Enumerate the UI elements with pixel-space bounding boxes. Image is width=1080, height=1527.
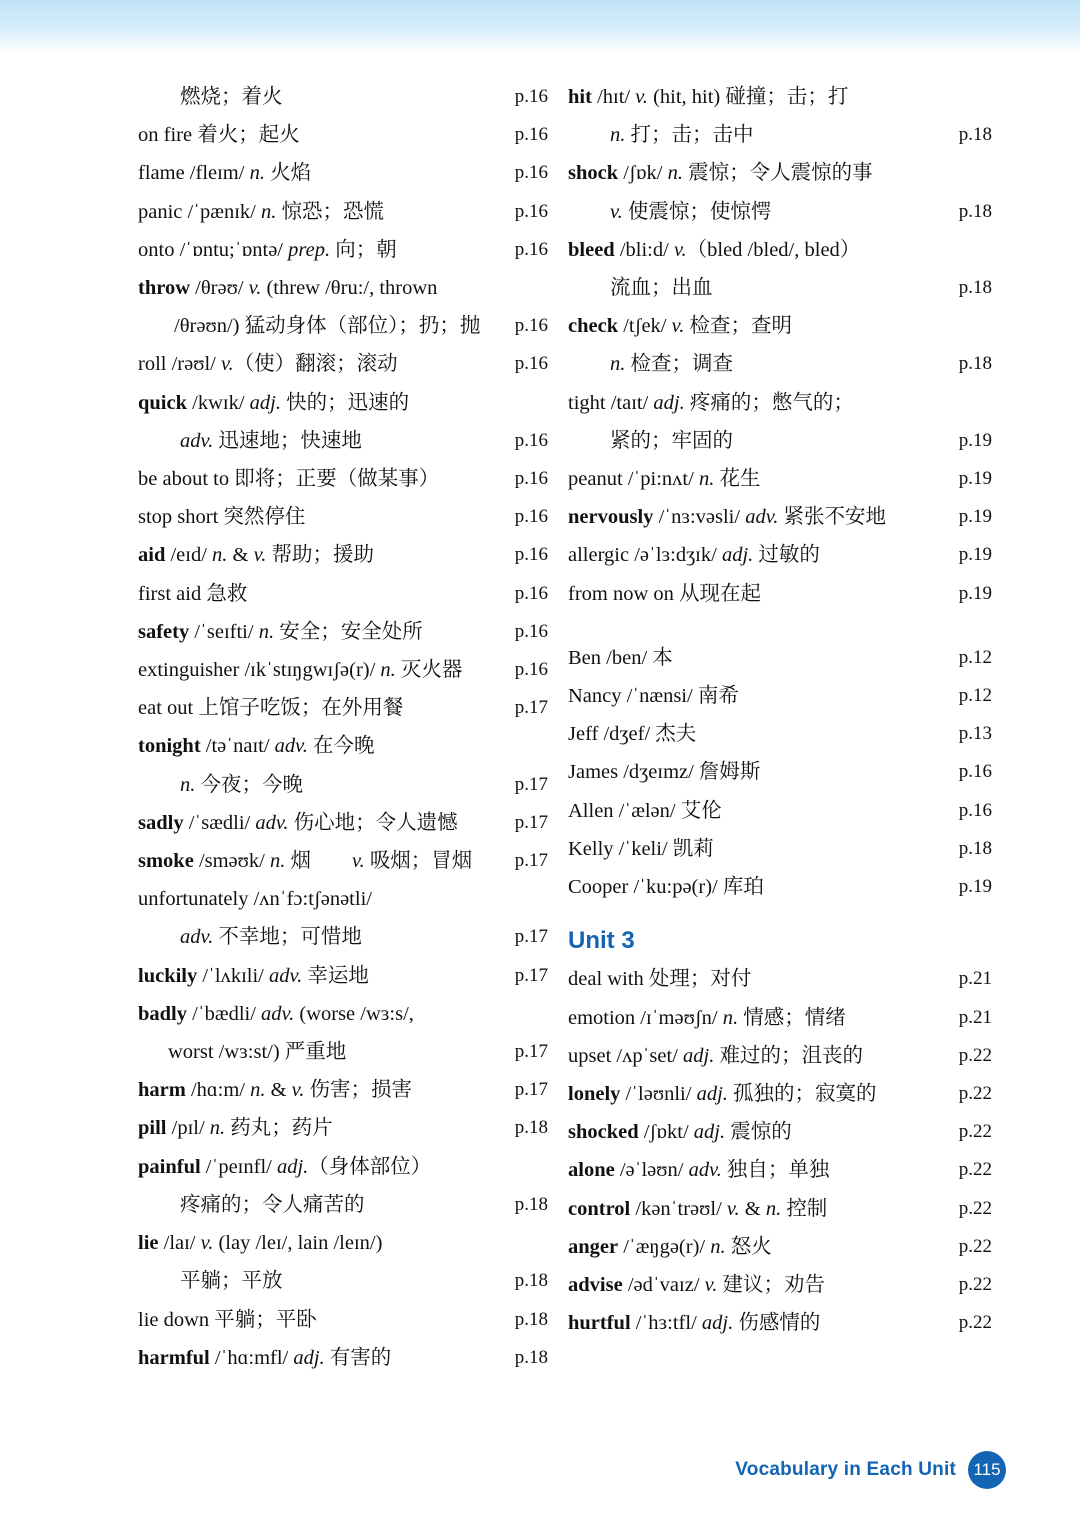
vocabulary-entry-page-ref: p.16 xyxy=(514,620,548,642)
vocabulary-entry-text: hit /hɪt/ v. (hit, hit) 碰撞；击；打 xyxy=(568,86,849,108)
vocabulary-entry xyxy=(138,575,558,613)
vocabulary-entry-text: control /kənˈtrəʊl/ v. & n. 控制 xyxy=(568,1197,828,1220)
vocabulary-entry-text: Nancy /ˈnænsi/ 南希 xyxy=(568,685,739,708)
vocabulary-entry-page-ref: p.16 xyxy=(514,162,548,184)
vocabulary-entry xyxy=(138,269,558,307)
vocabulary-entry xyxy=(568,639,998,677)
vocabulary-entry-text: onto /ˈɒntu;ˈɒntə/ prep. 向；朝 xyxy=(138,238,397,261)
vocabulary-entry-text: Kelly /ˈkeli/ 凯莉 xyxy=(568,837,714,860)
vocabulary-entry-text: anger /ˈæŋgə(r)/ n. 怒火 xyxy=(568,1235,772,1258)
vocabulary-entry-page-ref: p.22 xyxy=(958,1044,992,1066)
vocabulary-entry-text: extinguisher /ɪkˈstɪŋgwɪʃə(r)/ n. 灭火器 xyxy=(138,659,463,682)
vocabulary-entry-page-ref: p.12 xyxy=(958,685,992,707)
vocabulary-entry-text: 紧的；牢固的 xyxy=(610,429,733,452)
vocabulary-entry-page-ref: p.16 xyxy=(514,200,548,222)
vocabulary-entry-page-ref: p.17 xyxy=(514,964,548,986)
vocabulary-entry xyxy=(138,1262,558,1300)
vocabulary-entry xyxy=(568,384,998,422)
vocabulary-entry-text: Ben /ben/ 本 xyxy=(568,646,673,669)
vocabulary-entry xyxy=(568,345,998,383)
vocabulary-entry-text: luckily /ˈlʌkɪli/ adv. 幸运地 xyxy=(138,964,369,987)
vocabulary-entry-text: hurtful /ˈhɜ:tfl/ adj. 伤感情的 xyxy=(568,1312,821,1335)
vocabulary-entry xyxy=(138,1301,558,1339)
vocabulary-entry xyxy=(138,460,558,498)
vocabulary-entry-text: adv. 迅速地；快速地 xyxy=(180,429,362,452)
vocabulary-entry-page-ref: p.16 xyxy=(958,799,992,821)
vocabulary-entry-text: roll /rəʊl/ v.（使）翻滚；滚动 xyxy=(138,353,398,376)
vocabulary-entry xyxy=(138,880,558,918)
vocabulary-entry-text: /θrəʊn/) 猛动身体（部位）；扔；抛 xyxy=(174,315,481,338)
vocabulary-entry-text: shock /ʃɒk/ n. 震惊；令人震惊的事 xyxy=(568,162,873,185)
vocabulary-entry-page-ref: p.18 xyxy=(958,200,992,222)
vocabulary-entry-text: 燃烧；着火 xyxy=(180,86,283,108)
vocabulary-entry-page-ref: p.16 xyxy=(514,468,548,490)
vocabulary-entry xyxy=(138,536,558,574)
vocabulary-entry-page-ref: p.21 xyxy=(958,1006,992,1028)
vocabulary-entry-text: painful /ˈpeɪnfl/ adj.（身体部位） xyxy=(138,1155,432,1178)
vocabulary-entry xyxy=(138,78,558,116)
vocabulary-entry-page-ref: p.18 xyxy=(514,1193,548,1215)
vocabulary-entry-page-ref: p.17 xyxy=(514,1041,548,1063)
page-top-band xyxy=(0,0,1080,52)
vocabulary-entry xyxy=(568,193,998,231)
vocabulary-entry-page-ref: p.22 xyxy=(958,1312,992,1334)
vocabulary-entry xyxy=(568,677,998,715)
vocabulary-entry-page-ref: p.22 xyxy=(958,1274,992,1296)
vocabulary-entry xyxy=(138,422,558,460)
vocabulary-entry-page-ref: p.22 xyxy=(958,1197,992,1219)
vocabulary-entry-page-ref: p.19 xyxy=(958,506,992,528)
vocabulary-entry-text: check /tʃek/ v. 检查；查明 xyxy=(568,315,792,338)
vocabulary-entry-page-ref: p.16 xyxy=(514,582,548,604)
vocabulary-entry-text: n. 打；击；击中 xyxy=(610,124,754,147)
vocabulary-entry xyxy=(568,575,998,613)
vocabulary-entry-text: tight /taɪt/ adj. 疼痛的；憋气的； xyxy=(568,391,854,414)
vocabulary-entry-page-ref: p.17 xyxy=(514,850,548,872)
vocabulary-entry-page-ref: p.19 xyxy=(958,876,992,898)
vocabulary-entry-text: upset /ʌpˈset/ adj. 难过的；沮丧的 xyxy=(568,1044,863,1067)
vocabulary-entry-page-ref: p.16 xyxy=(514,124,548,146)
vocabulary-entry-text: from now on 从现在起 xyxy=(568,582,762,605)
vocabulary-entry-text: 疼痛的；令人痛苦的 xyxy=(180,1193,365,1216)
vocabulary-entry-text: lonely /ˈləʊnli/ adj. 孤独的；寂寞的 xyxy=(568,1083,877,1106)
vocabulary-entry xyxy=(138,842,558,880)
vocabulary-entry xyxy=(568,1228,998,1266)
vocabulary-entry-page-ref: p.17 xyxy=(514,773,548,795)
vocabulary-entry xyxy=(138,116,558,154)
vocabulary-entry-text: harmful /ˈhɑ:mfl/ adj. 有害的 xyxy=(138,1346,392,1369)
vocabulary-entry-text: shocked /ʃɒkt/ adj. 震惊的 xyxy=(568,1121,792,1144)
vocabulary-entry xyxy=(138,1071,558,1109)
vocabulary-entry-page-ref: p.16 xyxy=(514,659,548,681)
vocabulary-entry-text: eat out 上馆子吃饭；在外用餐 xyxy=(138,697,404,720)
vocabulary-entry xyxy=(568,78,998,116)
vocabulary-entry xyxy=(568,1075,998,1113)
vocabulary-entry-page-ref: p.17 xyxy=(514,697,548,719)
vocabulary-entry xyxy=(568,231,998,269)
vocabulary-entry-page-ref: p.18 xyxy=(514,1270,548,1292)
vocabulary-entry-text: quick /kwɪk/ adj. 快的；迅速的 xyxy=(138,391,410,414)
vocabulary-entry-text: sadly /ˈsædli/ adv. 伤心地；令人遗憾 xyxy=(138,811,458,834)
vocabulary-entry-text: lie down 平躺；平卧 xyxy=(138,1308,317,1331)
vocabulary-entry xyxy=(138,498,558,536)
vocabulary-entry xyxy=(568,1266,998,1304)
right-vocabulary-column xyxy=(568,78,998,1343)
vocabulary-entry-text: unfortunately /ʌnˈfɔ:tʃənətli/ xyxy=(138,888,372,911)
vocabulary-entry xyxy=(568,307,998,345)
vocabulary-entry-page-ref: p.16 xyxy=(514,315,548,337)
vocabulary-entry-text: on fire 着火；起火 xyxy=(138,124,300,147)
vocabulary-entry-text: bleed /bli:d/ v.（bled /bled/, bled） xyxy=(568,238,861,261)
vocabulary-entry xyxy=(138,231,558,269)
vocabulary-entry-text: tonight /təˈnaɪt/ adv. 在今晚 xyxy=(138,735,375,758)
vocabulary-entry-text: adv. 不幸地；可惜地 xyxy=(180,926,362,949)
vocabulary-entry xyxy=(138,1339,558,1377)
vocabulary-entry-text: flame /fleɪm/ n. 火焰 xyxy=(138,162,312,185)
vocabulary-entry xyxy=(138,689,558,727)
vocabulary-entry-page-ref: p.22 xyxy=(958,1121,992,1143)
vocabulary-entry-text: worst /wɜ:st/) 严重地 xyxy=(168,1041,347,1064)
vocabulary-entry-text: deal with 处理；对付 xyxy=(568,968,752,991)
vocabulary-entry xyxy=(138,957,558,995)
vocabulary-entry-text: safety /ˈseɪfti/ n. 安全；安全处所 xyxy=(138,620,423,643)
vocabulary-entry xyxy=(138,345,558,383)
vocabulary-entry xyxy=(138,1109,558,1147)
vocabulary-entry-text: advise /ədˈvaɪz/ v. 建议；劝告 xyxy=(568,1274,825,1297)
vocabulary-entry xyxy=(138,804,558,842)
vocabulary-entry-page-ref: p.18 xyxy=(514,1117,548,1139)
vocabulary-entry-page-ref: p.16 xyxy=(514,86,548,107)
vocabulary-entry-text: panic /ˈpænɪk/ n. 惊恐；恐慌 xyxy=(138,200,384,223)
vocabulary-entry-page-ref: p.18 xyxy=(958,277,992,299)
vocabulary-entry-text: nervously /ˈnɜ:vəsli/ adv. 紧张不安地 xyxy=(568,506,887,529)
vocabulary-entry xyxy=(138,1224,558,1262)
vocabulary-entry-text: first aid 急救 xyxy=(138,582,248,605)
unit-heading: Unit 3 xyxy=(568,927,635,955)
vocabulary-entry-page-ref: p.16 xyxy=(514,238,548,260)
vocabulary-entry-text: James /dʒeɪmz/ 詹姆斯 xyxy=(568,761,761,784)
vocabulary-entry-text: 平躺；平放 xyxy=(180,1270,283,1293)
vocabulary-entry-page-ref: p.16 xyxy=(514,353,548,375)
vocabulary-entry-text: harm /hɑ:m/ n. & v. 伤害；损害 xyxy=(138,1079,412,1102)
vocabulary-entry-text: allergic /əˈlɜ:dʒɪk/ adj. 过敏的 xyxy=(568,544,820,567)
vocabulary-entry xyxy=(138,651,558,689)
vocabulary-entry-page-ref: p.22 xyxy=(958,1235,992,1257)
vocabulary-entry xyxy=(138,193,558,231)
vocabulary-entry xyxy=(568,154,998,192)
vocabulary-entry xyxy=(568,269,998,307)
vocabulary-entry xyxy=(568,999,998,1037)
vocabulary-entry xyxy=(568,868,998,906)
vocabulary-entry xyxy=(568,1151,998,1189)
vocabulary-entry xyxy=(568,536,998,574)
vocabulary-entry xyxy=(568,792,998,830)
vocabulary-entry-page-ref: p.19 xyxy=(958,429,992,451)
vocabulary-entry-text: throw /θrəʊ/ v. (threw /θru:/, thrown xyxy=(138,277,438,300)
vocabulary-entry xyxy=(138,613,558,651)
vocabulary-entry-page-ref: p.17 xyxy=(514,1079,548,1101)
vocabulary-entry xyxy=(138,154,558,192)
vocabulary-entry xyxy=(568,460,998,498)
vocabulary-entry xyxy=(138,727,558,765)
vocabulary-entry-page-ref: p.19 xyxy=(958,582,992,604)
vocabulary-entry xyxy=(568,1304,998,1342)
vocabulary-entry-page-ref: p.21 xyxy=(958,968,992,990)
vocabulary-entry-page-ref: p.22 xyxy=(958,1083,992,1105)
vocabulary-entry-page-ref: p.18 xyxy=(514,1308,548,1330)
vocabulary-entry xyxy=(138,1033,558,1071)
vocabulary-entry-text: alone /əˈləʊn/ adv. 独自；单独 xyxy=(568,1159,830,1182)
vocabulary-entry xyxy=(138,384,558,422)
vocabulary-entry-text: n. 今夜；今晚 xyxy=(180,773,303,796)
vocabulary-entry xyxy=(138,1148,558,1186)
vocabulary-entry xyxy=(138,918,558,956)
vocabulary-entry-text: Allen /ˈælən/ 艾伦 xyxy=(568,799,722,822)
vocabulary-entry-page-ref: p.16 xyxy=(514,429,548,451)
vocabulary-entry-page-ref: p.18 xyxy=(958,353,992,375)
vocabulary-entry-page-ref: p.18 xyxy=(958,124,992,146)
vocabulary-entry xyxy=(138,995,558,1033)
vocabulary-entry-text: v. 使震惊；使惊愕 xyxy=(610,200,772,223)
vocabulary-entry-page-ref: p.13 xyxy=(958,723,992,745)
vocabulary-entry xyxy=(138,307,558,345)
vocabulary-entry xyxy=(568,1037,998,1075)
footer-section-label: Vocabulary in Each Unit xyxy=(735,1459,956,1480)
vocabulary-entry-text: Jeff /dʒef/ 杰夫 xyxy=(568,723,697,746)
vocabulary-entry-page-ref: p.16 xyxy=(514,544,548,566)
vocabulary-entry xyxy=(568,422,998,460)
vocabulary-entry-text: smoke /sməʊk/ n. 烟 v. 吸烟；冒烟 xyxy=(138,850,473,873)
vocabulary-entry-text: aid /eɪd/ n. & v. 帮助；援助 xyxy=(138,544,374,567)
vocabulary-entry xyxy=(568,498,998,536)
vocabulary-entry-text: pill /pɪl/ n. 药丸；药片 xyxy=(138,1117,333,1140)
vocabulary-entry-text: badly /ˈbædli/ adv. (worse /wɜ:s/, xyxy=(138,1002,414,1025)
page-number-badge: 115 xyxy=(968,1451,1006,1489)
column-gap xyxy=(568,613,998,639)
page-footer xyxy=(735,1451,1006,1489)
vocabulary-entry xyxy=(568,116,998,154)
vocabulary-entry xyxy=(568,715,998,753)
vocabulary-entry xyxy=(568,1113,998,1151)
vocabulary-entry-page-ref: p.18 xyxy=(958,837,992,859)
vocabulary-entry-text: 流血；出血 xyxy=(610,277,713,300)
vocabulary-entry xyxy=(568,753,998,791)
vocabulary-entry xyxy=(138,1186,558,1224)
vocabulary-entry-page-ref: p.16 xyxy=(958,761,992,783)
left-vocabulary-column xyxy=(138,78,558,1377)
vocabulary-entry-page-ref: p.19 xyxy=(958,468,992,490)
vocabulary-entry xyxy=(568,1190,998,1228)
vocabulary-entry-text: be about to 即将；正要（做某事） xyxy=(138,468,440,491)
vocabulary-entry-text: stop short 突然停住 xyxy=(138,506,306,529)
vocabulary-entry-page-ref: p.18 xyxy=(514,1346,548,1368)
vocabulary-entry-text: emotion /ɪˈməʊʃn/ n. 情感；情绪 xyxy=(568,1006,846,1029)
vocabulary-entry-page-ref: p.16 xyxy=(514,506,548,528)
vocabulary-entry-text: Cooper /ˈku:pə(r)/ 库珀 xyxy=(568,876,764,899)
vocabulary-entry-page-ref: p.17 xyxy=(514,811,548,833)
vocabulary-entry-text: peanut /ˈpi:nʌt/ n. 花生 xyxy=(568,468,761,491)
vocabulary-entry-page-ref: p.19 xyxy=(958,544,992,566)
vocabulary-entry xyxy=(568,830,998,868)
vocabulary-entry xyxy=(568,960,998,998)
vocabulary-entry-text: lie /laɪ/ v. (lay /leɪ/, lain /leɪn/) xyxy=(138,1232,383,1255)
vocabulary-entry-page-ref: p.22 xyxy=(958,1159,992,1181)
vocabulary-entry-text: n. 检查；调查 xyxy=(610,353,733,376)
vocabulary-entry-page-ref: p.17 xyxy=(514,926,548,948)
vocabulary-entry xyxy=(138,766,558,804)
vocabulary-entry-page-ref: p.12 xyxy=(958,646,992,668)
